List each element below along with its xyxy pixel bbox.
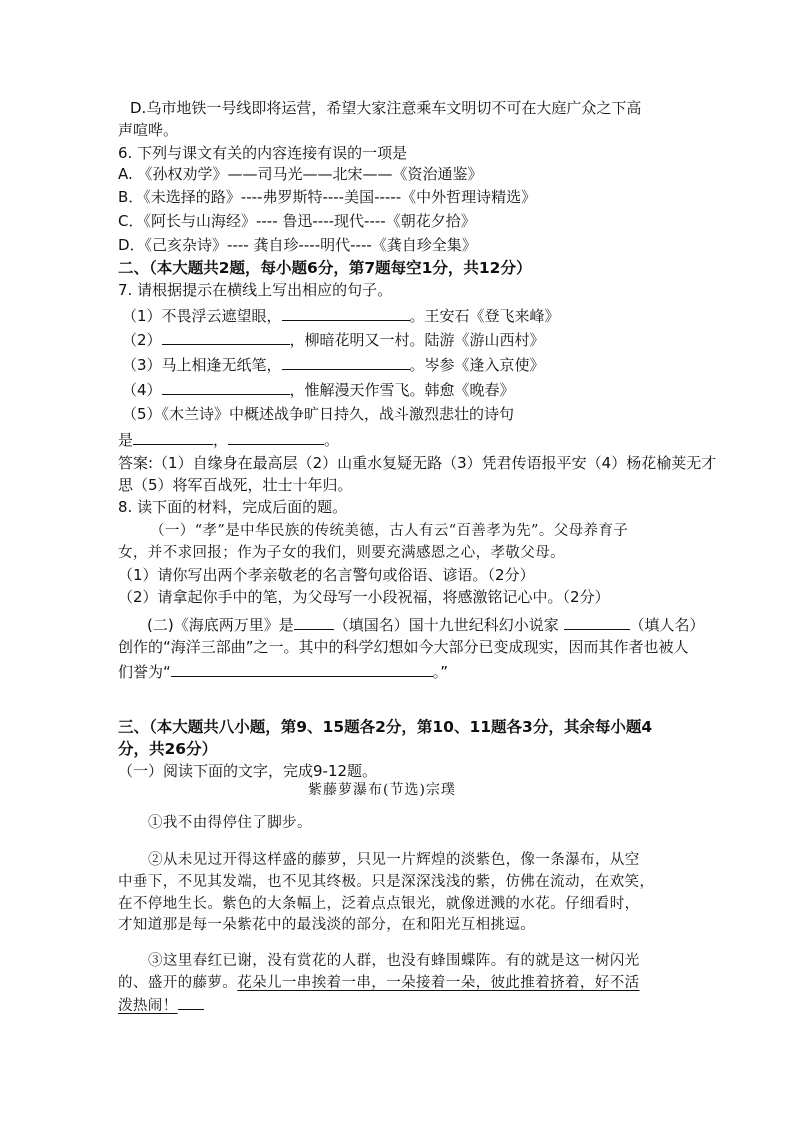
q8-part2-text-b: （填国名）国十九世纪科幻小说家: [333, 616, 559, 634]
passage-p2-line4: 才知道那是每一朵紫花中的最浅淡的部分，在和阳光互相挑逗。: [118, 917, 536, 933]
passage-p3-underlined-2: 泼热闹！: [118, 998, 178, 1014]
q5-option-d-line1: D.乌市地铁一号线即将运营，希望大家注意乘车文明切不可在大庭广众之下高: [130, 99, 642, 117]
q7-item-4: [122, 378, 515, 401]
passage-p3-line3: [118, 994, 204, 1017]
q7-item-5-line2: [118, 428, 339, 451]
passage-p2-line3: 在不停地生长。紫色的大条幅上，泛着点点银光，就像迸溅的水花。仔细看时，: [118, 896, 640, 912]
q8-part2-line3: [118, 660, 448, 683]
q8-part2-text-a: (二)《海底两万里》是: [147, 616, 294, 634]
q7-item-5-prefix: 是: [118, 431, 134, 449]
passage-p3-line1: ③这里春红已谢，没有赏花的人群，也没有蜂围蝶阵。有的就是这一树闪光: [148, 953, 640, 969]
q7-item-2-suffix: ，柳暗花明又一村。陆游《游山西村》: [289, 331, 545, 349]
q8-passage-line1: （一）“孝”是中华民族的传统美德，古人有云“百善孝为先”。父母养育子: [150, 523, 629, 539]
q7-item-1-prefix: （1）不畏浮云遮望眼，: [122, 307, 282, 325]
passage-p3-underline-tail: [178, 994, 204, 1010]
q7-answer-line1: 答案:（1）自缘身在最高层（2）山重水复疑无路（3）凭君传语报平安（4）杨花榆荚无才: [118, 454, 717, 472]
q8-country-blank[interactable]: [294, 613, 334, 630]
q5-option-d-line2: 声喧哗。: [118, 121, 179, 139]
q7-item-3-prefix: （3）马上相逢无纸笔，: [122, 356, 282, 374]
section2-heading: 二、（本大题共2题，每小题6分，第7题每空1分，共12分）: [118, 259, 532, 277]
q7-item-5-mid: ，: [213, 431, 229, 449]
q7-item-2-prefix: （2）: [122, 331, 162, 349]
passage-p2-line2: 中垂下，不见其发端，也不见其终极。只是深深浅浅的紫，仿佛在流动，在欢笑，: [118, 874, 655, 890]
q7-item-4-prefix: （4）: [122, 381, 162, 399]
q8-part2-text-c: （填人名）: [629, 616, 705, 634]
q7-item-3-suffix: 。岑参《逢入京使》: [409, 356, 545, 374]
q8-part2-text-e: 。”: [432, 663, 449, 681]
q6-option-a: A. 《孙权劝学》——司马光——北宋——《资治通鉴》: [118, 165, 483, 183]
section3-sub: （一）阅读下面的文字，完成9-12题。: [118, 762, 378, 780]
q7-item-4-blank[interactable]: [162, 378, 290, 395]
q6-option-d: D．《己亥杂诗》---- 龚自珍----明代----《龚自珍全集》: [118, 236, 477, 254]
passage-p3-text: 的、盛开的藤萝。: [118, 975, 238, 991]
passage-p3-line2: [118, 972, 640, 994]
q8-author-blank[interactable]: [564, 613, 630, 630]
q6-stem: 6. 下列与课文有关的内容连接有误的一项是: [118, 144, 408, 162]
section3-heading-line1: 三、（本大题共八小题，第9、15题各2分，第10、11题各3分，其余每小题4: [118, 718, 653, 736]
q7-item-1-blank[interactable]: [282, 304, 410, 321]
q7-item-3-blank[interactable]: [282, 353, 410, 370]
q8-part2-line2: 创作的“海洋三部曲”之一。其中的科学幻想如今大部分已变成现实，因而其作者也被人: [118, 638, 689, 656]
q7-item-5-blank-1[interactable]: [133, 428, 213, 445]
section3-heading-line2: 分，共26分）: [118, 740, 218, 758]
q8-title-blank[interactable]: [171, 660, 433, 677]
q7-stem: 7. 请根据提示在横线上写出相应的句子。: [118, 281, 393, 299]
passage-p2-line1: ②从未见过开得这样盛的藤萝，只见一片辉煌的淡紫色，像一条瀑布，从空: [148, 852, 640, 868]
q8-stem: 8. 读下面的材料，完成后面的题。: [118, 498, 348, 516]
q8-sub2: （2）请拿起你手中的笔，为父母写一小段祝福，将感激铭记心中。（2分）: [118, 588, 610, 606]
q7-item-5-line1: （5）《木兰诗》中概述战争旷日持久，战斗激烈悲壮的诗句: [122, 405, 515, 423]
q8-passage-line2: 女，并不求回报；作为子女的我们，则要充满感恩之心，孝敬父母。: [118, 545, 565, 561]
q8-part2-line1: [147, 613, 705, 636]
q6-option-b: B．《未选择的路》----弗罗斯特----美国-----《中外哲理诗精选》: [118, 188, 537, 206]
q7-answer-line2: 思（5）将军百战死，壮士十年归。: [118, 476, 353, 494]
q7-item-3: [122, 353, 545, 376]
passage-title: 紫藤萝瀑布(节选)宗璞: [308, 782, 456, 798]
q7-item-4-suffix: ，惟解漫天作雪飞。韩愈《晚春》: [289, 381, 515, 399]
q7-item-2-blank[interactable]: [162, 328, 290, 345]
q8-sub1: （1）请你写出两个孝亲敬老的名言警句或俗语、谚语。（2分）: [118, 566, 535, 584]
q7-item-1-suffix: 。王安石《登飞来峰》: [409, 307, 560, 325]
q7-item-1: [122, 304, 560, 327]
passage-p3-underlined-1: 花朵儿一串挨着一串，一朵接着一朵，彼此推着挤着，好不活: [237, 975, 640, 991]
passage-p1: ①我不由得停住了脚步。: [148, 815, 312, 831]
q6-option-c: C．《阿长与山海经》---- 鲁迅----现代----《朝花夕拾》: [118, 212, 476, 230]
q7-item-5-blank-2[interactable]: [228, 428, 324, 445]
q7-item-5-end: 。: [324, 431, 340, 449]
q8-part2-text-d: 们誉为“: [118, 663, 171, 681]
q7-item-2: [122, 328, 545, 351]
